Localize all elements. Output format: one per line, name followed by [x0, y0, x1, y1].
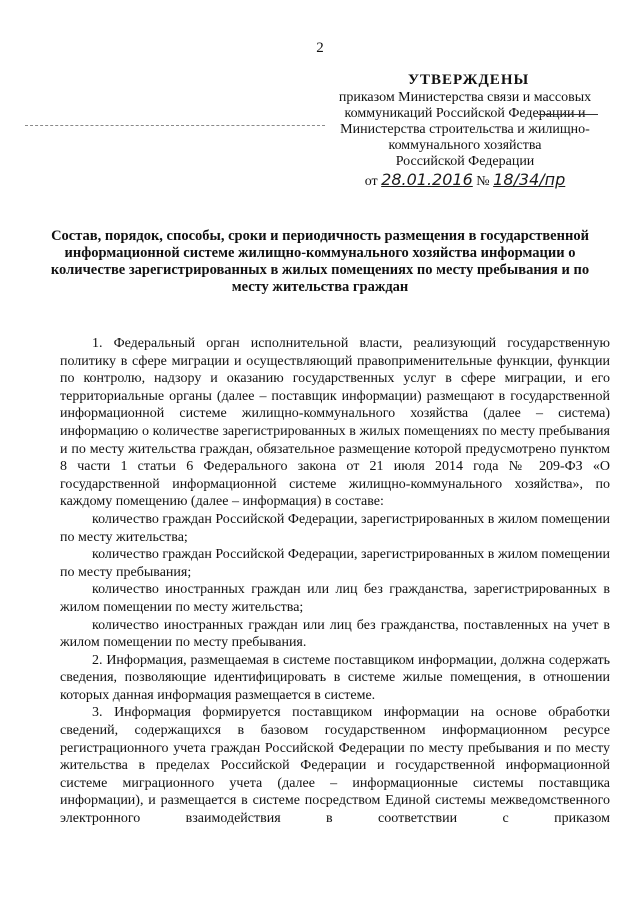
paragraph: количество иностранных граждан или лиц без гражданства, поставленных на учет в жилом помещении по месту пребывания. — [60, 617, 610, 651]
document-title: Состав, порядок, способы, сроки и периодичность размещения в государственной информационной системе жилищно-коммунального хозяйства информации о количестве зарегистрированных в жилых помещениях по месту пребывания и по месту жительства граждан — [50, 228, 590, 295]
handwritten-date: 28.01.201 — [381, 170, 463, 189]
document-body — [60, 335, 610, 828]
page-number: 2 — [316, 40, 324, 56]
approval-line: коммунального хозяйства — [388, 138, 542, 153]
date-prefix: от — [364, 174, 378, 189]
paragraph: 3. Информация формируется поставщиком информации на основе обработки сведений, содержащихся в базовом государственном информационном ресурсе регистрационного учета граждан Российской Федерации по месту пребывания и по месту жительства в пределах Российской Федерации и государственной информационной системе миграционного учета (далее – информационные системы поставщика информации), и размещается в системе посредством Единой системы межведомственного электронного взаимодействия в соответствии с приказом — [60, 705, 610, 827]
handwritten-number: 18/34/пр — [493, 170, 566, 189]
approval-line-text: коммуникаций Российской Федерации и — [344, 106, 586, 121]
strikethrough-mark — [538, 114, 598, 115]
paragraph: количество граждан Российской Федерации, зарегистрированных в жилом помещении по месту пребывания; — [60, 547, 610, 580]
approval-block — [320, 72, 610, 190]
approval-date-number — [320, 172, 610, 190]
approval-line: приказом Министерства связи и массовых — [338, 90, 592, 105]
number-prefix: № — [476, 174, 490, 189]
approval-line: Российской Федерации — [395, 154, 535, 169]
handwritten-year-digit: 6 — [462, 170, 473, 189]
approval-line — [320, 106, 610, 122]
paragraph: 2. Информация, размещаемая в системе поставщиком информации, должна содержать сведения, позволяющие идентифицировать в системе жилые помещения, в отношении которых данная информация размещается в системе. — [60, 652, 610, 703]
scan-artifact-line — [25, 125, 325, 126]
paragraph: количество граждан Российской Федерации, зарегистрированных в жилом помещении по месту жительства; — [60, 511, 610, 545]
approval-line: Министерства строительства и жилищно- — [340, 122, 590, 137]
paragraph: 1. Федеральный орган исполнительной власти, реализующий государственную политику в сфере миграции и осуществляющий правоприменительные функции, функции по контролю, надзору и оказанию государственных услуг в сфере миграции, и его территориальные органы (далее – поставщик информации) размещают в государственной информационной системе жилищно-коммунального хозяйства (далее – система) информацию о количестве зарегистрированных в жилых помещениях по месту пребывания и по месту жительства граждан, обязательное размещение которой предусмотрено пунктом 8 части 1 статьи 6 Федерального закона от 21 июля 2014 года № 209-ФЗ «О государственной информационной системе жилищно-коммунального хозяйства», по каждому помещению (далее – информация) в составе: — [60, 336, 610, 510]
paragraph: количество иностранных граждан или лиц без гражданства, зарегистрированных в жилом помещении по месту жительства; — [60, 582, 610, 615]
approval-title: УТВЕРЖДЕНЫ — [408, 72, 530, 88]
